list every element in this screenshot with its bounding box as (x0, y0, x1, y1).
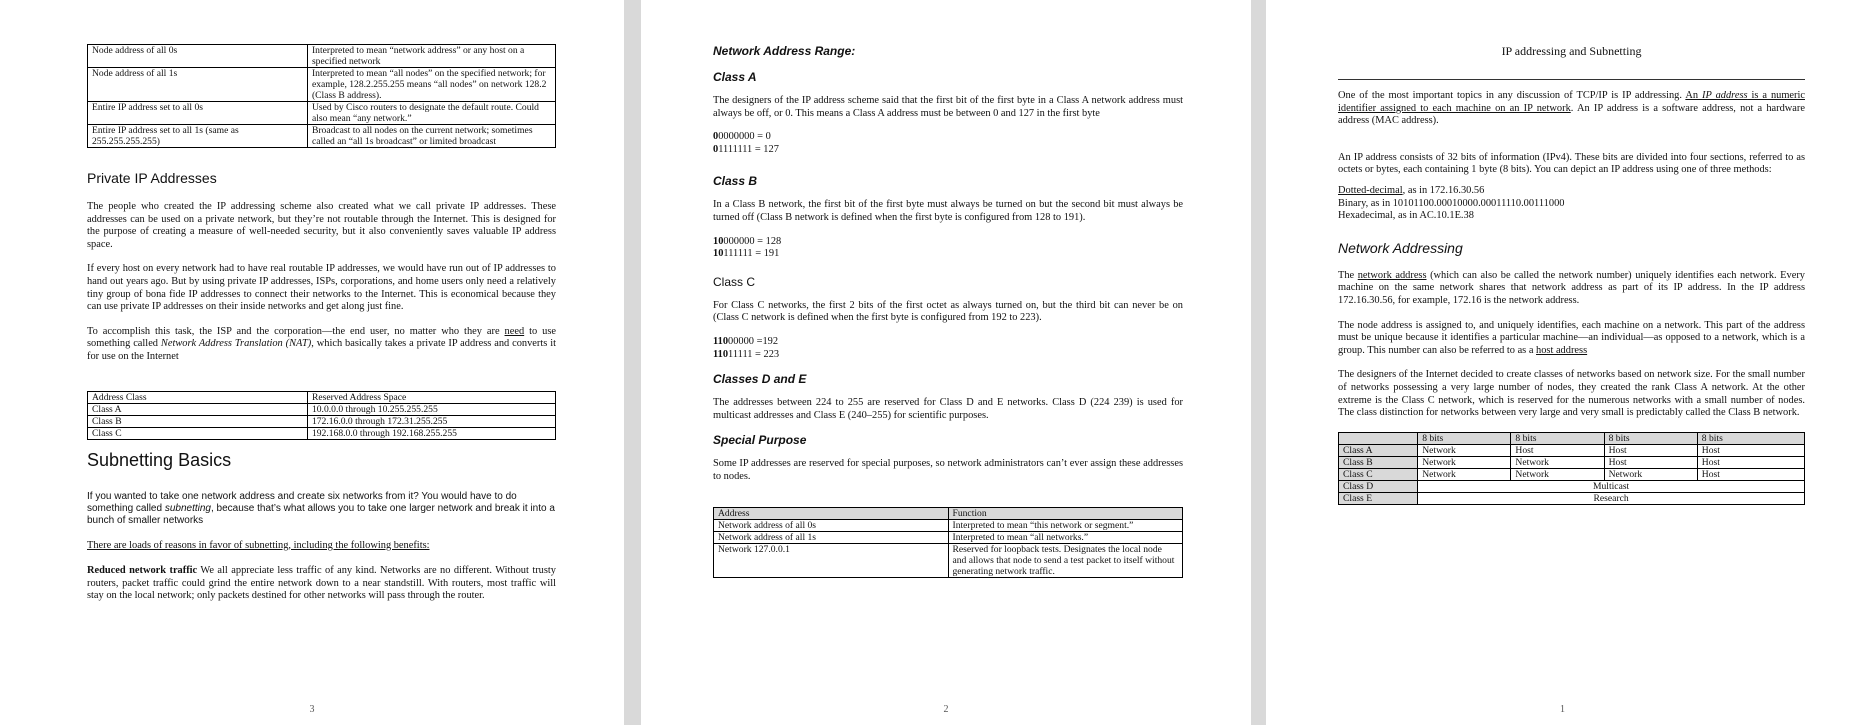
table-cell: Network address of all 1s (714, 531, 949, 543)
method-hexadecimal: Hexadecimal, as in AC.10.1E.38 (1338, 210, 1474, 222)
class-b-binary-1 (713, 236, 1183, 249)
page-number: 3 (309, 704, 315, 715)
bold-bits: 110 (713, 335, 729, 347)
classes-d-e-heading: Classes D and E (713, 372, 807, 387)
table-cell: 172.16.0.0 through 172.31.255.255 (307, 415, 555, 427)
page-gutter (624, 0, 641, 725)
table-cell: Host (1697, 456, 1804, 468)
table-cell: Network (1511, 468, 1604, 480)
class-c-binary-2 (713, 349, 1183, 362)
table-cell: Network (1604, 468, 1697, 480)
table-row (1339, 456, 1805, 468)
text-run: , because that’s what allows you to take one larger network and break it into a bunch of smaller networks (87, 502, 555, 526)
table-cell: Multicast (1418, 480, 1805, 492)
table-row (714, 531, 1183, 543)
intro-paragraph (1338, 90, 1805, 128)
table-cell: Class B (88, 415, 308, 427)
bold-lead: Reduced network traffic (87, 565, 198, 577)
method-binary: Binary, as in 10101100.00010000.00011110.00111000 (1338, 197, 1565, 209)
subnetting-basics-heading: Subnetting Basics (87, 449, 232, 470)
table-header-cell: 8 bits (1697, 432, 1804, 444)
table-cell: Network (1418, 444, 1511, 456)
title-divider (1338, 79, 1805, 80)
table-cell: Used by Cisco routers to designate the default route. Could also mean “any network.” (307, 102, 555, 125)
table-row (1339, 492, 1805, 504)
bold-bits: 10 (713, 235, 724, 247)
text-run: is a numeric identifier assigned to each machine on an IP network (1338, 90, 1805, 114)
text-run: 111111 = 191 (723, 248, 780, 260)
table-row (88, 415, 556, 427)
table-row (88, 403, 556, 415)
table-row (88, 102, 556, 125)
table-row (714, 543, 1183, 577)
class-a-binary-1 (713, 131, 1183, 144)
private-ip-heading: Private IP Addresses (87, 170, 217, 186)
special-purpose-text: Some IP addresses are reserved for special purposes, so network administrators can’t ever assign these addresses to nodes. (713, 458, 1183, 482)
private-paragraph-1: The people who created the IP addressing scheme also created what we call private IP addresses. These addresses can be used on a private network, but they’re not routable through the Internet. This is designed for the purpose of creating a measure of well-needed security, but it also conveniently saves valuable IP address space. (87, 201, 556, 250)
table-cell: Interpreted to mean “all nodes” on the specified network; for example, 128.2.255.255 means “all nodes” on network 128.2 (Class B address). (307, 68, 555, 102)
text-run: (which can also be called the network number) uniquely identifies each network. Every machine on the same network shares that network address as part of its IP address. In the IP address 172.16.30.56, for example, 172.16 is the network address. (1338, 269, 1805, 306)
text-run: . An IP address is a software address, not a hardware address (MAC address). (1338, 102, 1805, 127)
class-a-heading: Class A (713, 70, 757, 84)
table-header-row (714, 507, 1183, 519)
text-run: To accomplish this task, the ISP and the corporation—the end user, no matter who they are (87, 325, 505, 337)
class-c-heading: Class C (713, 274, 756, 289)
ip-address-term: IP address (1702, 90, 1748, 101)
table-header-cell: Function (948, 507, 1183, 519)
table-cell: 10.0.0.0 through 10.255.255.255 (307, 403, 555, 415)
text-run: An (1685, 90, 1703, 101)
table-header-cell (1339, 432, 1418, 444)
class-c-text: For Class C networks, the first 2 bits of the first octet as always turned on, but the third bit can never be on (Class C network is defined when the first byte is configured from 192 to 223). (713, 299, 1183, 324)
network-paragraph-2 (1338, 320, 1805, 358)
special-purpose-heading: Special Purpose (713, 433, 807, 448)
table-cell: Host (1604, 456, 1697, 468)
text-run: 1111111 = 127 (718, 143, 779, 155)
network-class-table (1338, 432, 1805, 505)
table-cell: Class C (88, 427, 308, 439)
table-cell: Class E (1339, 492, 1418, 504)
class-a-binary-2 (713, 144, 1183, 157)
subnetting-term: subnetting (164, 502, 211, 514)
dotted-decimal-term: Dotted-decimal (1338, 184, 1403, 196)
class-c-binary-1 (713, 336, 1183, 349)
table-cell: 192.168.0.0 through 192.168.255.255 (307, 427, 555, 439)
table-cell: Host (1697, 444, 1804, 456)
text-run: One of the most important topics in any discussion of TCP/IP is IP addressing. (1338, 90, 1686, 101)
document-page-2 (641, 0, 1251, 725)
document-title: IP addressing and Subnetting (1501, 44, 1642, 58)
table-row (88, 45, 556, 68)
network-addressing-heading: Network Addressing (1338, 239, 1463, 256)
special-purpose-table (713, 507, 1183, 578)
table-cell: Class D (1339, 480, 1418, 492)
table-cell: Interpreted to mean “all networks.” (948, 531, 1183, 543)
table-header-cell: Address Class (88, 391, 308, 403)
table-cell: Network address of all 0s (714, 519, 949, 531)
table-cell: Network 127.0.0.1 (714, 543, 949, 577)
page-number: 2 (943, 704, 949, 715)
class-b-binary-2 (713, 248, 1183, 261)
table-row (714, 519, 1183, 531)
nat-term: Network Address Translation (NAT) (160, 338, 312, 350)
table-header-row (88, 391, 556, 403)
table-cell: Network (1418, 468, 1511, 480)
text-run: 0000000 = 0 (718, 131, 771, 143)
table-row (88, 68, 556, 102)
table-cell: Network (1418, 456, 1511, 468)
table-row (1339, 468, 1805, 480)
text-run: We all appreciate less traffic of any kind. Networks are no different. Without trusty routers, packet traffic could grind the entire network down to a near standstill. With routers, most traffic will stay on the local network; only packets destined for other networks will pass through the router. (87, 565, 556, 602)
network-paragraph-1 (1338, 270, 1805, 308)
table-header-cell: 8 bits (1418, 432, 1511, 444)
table-cell: Entire IP address set to all 0s (88, 102, 308, 125)
text-run: The (1338, 269, 1358, 281)
page-gutter (1251, 0, 1266, 725)
text-run: to use something called (87, 325, 556, 350)
document-page-3 (0, 0, 624, 725)
network-address-term: network address (1357, 269, 1427, 281)
private-paragraph-2: If every host on every network had to have real routable IP addresses, we would have run out of IP addresses to hand out years ago. But by using private IP addresses, ISPs, corporations, and home users only need a relatively tiny group of bona fide IP addresses to connect their networks to the Internet. This is economical because they can use private IP addresses on their inside networks and get along just fine. (87, 263, 556, 313)
table-cell: Entire IP address set to all 1s (same as 255.255.255.255) (88, 125, 308, 148)
bold-bits: 10 (713, 248, 724, 260)
table-header-row (1339, 432, 1805, 444)
special-address-table (87, 44, 556, 148)
host-address-term: host address (1536, 344, 1588, 356)
text-run: 11111 = 223 (728, 348, 780, 360)
page-1-content (1338, 44, 1805, 505)
table-row (1339, 480, 1805, 492)
table-cell: Node address of all 1s (88, 68, 308, 102)
method-dotted-decimal (1338, 185, 1805, 198)
bold-bits: 0 (713, 143, 719, 155)
page-number: 1 (1560, 704, 1565, 715)
subnetting-paragraph-3 (87, 565, 556, 603)
table-cell: Interpreted to mean “this network or segment.” (948, 519, 1183, 531)
text-run: , which basically takes a private IP address and converts it for use on the Internet (87, 338, 556, 362)
table-row (1339, 444, 1805, 456)
text-run: , as in 172.16.30.56 (1402, 184, 1485, 196)
table-row (88, 427, 556, 439)
table-cell: Research (1418, 492, 1805, 504)
table-cell: Network (1511, 456, 1604, 468)
table-header-cell: 8 bits (1511, 432, 1604, 444)
class-b-heading: Class B (713, 174, 758, 189)
text-run: If you wanted to take one network address and create six networks from it? You would have to do something called (87, 490, 517, 514)
table-cell: Reserved for loopback tests. Designates the local node and allows that node to send a test packet to itself without generating network traffic. (948, 543, 1183, 577)
network-address-range-heading: Network Address Range: (713, 44, 856, 58)
table-cell: Class A (88, 403, 308, 415)
table-header-cell: Reserved Address Space (307, 391, 555, 403)
reserved-address-table (87, 391, 556, 440)
bold-bits: 110 (713, 348, 729, 360)
class-a-text: The designers of the IP address scheme said that the first bit of the first byte in a Class A network address must always be off, or 0. This means a Class A address must be between 0 and 127 in the first byte (713, 95, 1183, 119)
classes-d-e-text: The addresses between 224 to 255 are reserved for Class D and E networks. Class D (224 239) is used for multicast addresses and Class E (240–255) for scientific purposes. (713, 397, 1183, 421)
bold-bits: 0 (713, 131, 719, 143)
text-run: 000000 = 128 (723, 235, 782, 247)
text-run: The node address is assigned to, and uniquely identifies, each machine on a network. This part of the address must be unique because it identifies a particular machine—an individual—as opposed to a network, which is a group. This number can also be referred to as a (1338, 319, 1805, 356)
table-cell: Class C (1339, 468, 1418, 480)
network-paragraph-3: The designers of the Internet decided to create classes of networks based on network size. For the small number of networks possessing a very large number of nodes, they created the rank Class A network. At the other extreme is the Class C network, which is reserved for the numerous networks with a small number of nodes. The class distinction for networks between very large and very small is predictably called the Class B network. (1338, 369, 1805, 419)
table-cell: Host (1511, 444, 1604, 456)
page-2-content (713, 44, 1183, 578)
table-cell: Class A (1339, 444, 1418, 456)
table-header-cell: Address (714, 507, 949, 519)
table-cell: Host (1697, 468, 1804, 480)
table-cell: Broadcast to all nodes on the current network; sometimes called an “all 1s broadcast” or limited broadcast (307, 125, 555, 148)
bits-paragraph: An IP address consists of 32 bits of information (IPv4). These bits are divided into four sections, referred to as octets or bytes, each containing 1 byte (8 bits). You can depict an IP address using one of three methods: (1338, 151, 1805, 176)
text-run: 00000 =192 (728, 335, 779, 347)
table-cell: Class B (1339, 456, 1418, 468)
subnetting-paragraph-2: There are loads of reasons in favor of subnetting, including the following benefits: (87, 539, 430, 551)
table-row (88, 125, 556, 148)
private-paragraph-3 (87, 326, 556, 364)
table-cell: Node address of all 0s (88, 45, 308, 68)
underlined-text: need (504, 325, 525, 337)
table-header-cell: 8 bits (1604, 432, 1697, 444)
page-3-content (87, 44, 556, 603)
document-page-1 (1266, 0, 1859, 725)
class-b-text: In a Class B network, the first bit of the first byte must always be turned on but the second bit must always be turned off (Class B network is defined when the first byte is configured from 128 to 191). (713, 199, 1183, 223)
table-cell: Interpreted to mean “network address” or any host on a specified network (307, 45, 555, 68)
subnetting-paragraph-1 (87, 491, 556, 527)
table-cell: Host (1604, 444, 1697, 456)
